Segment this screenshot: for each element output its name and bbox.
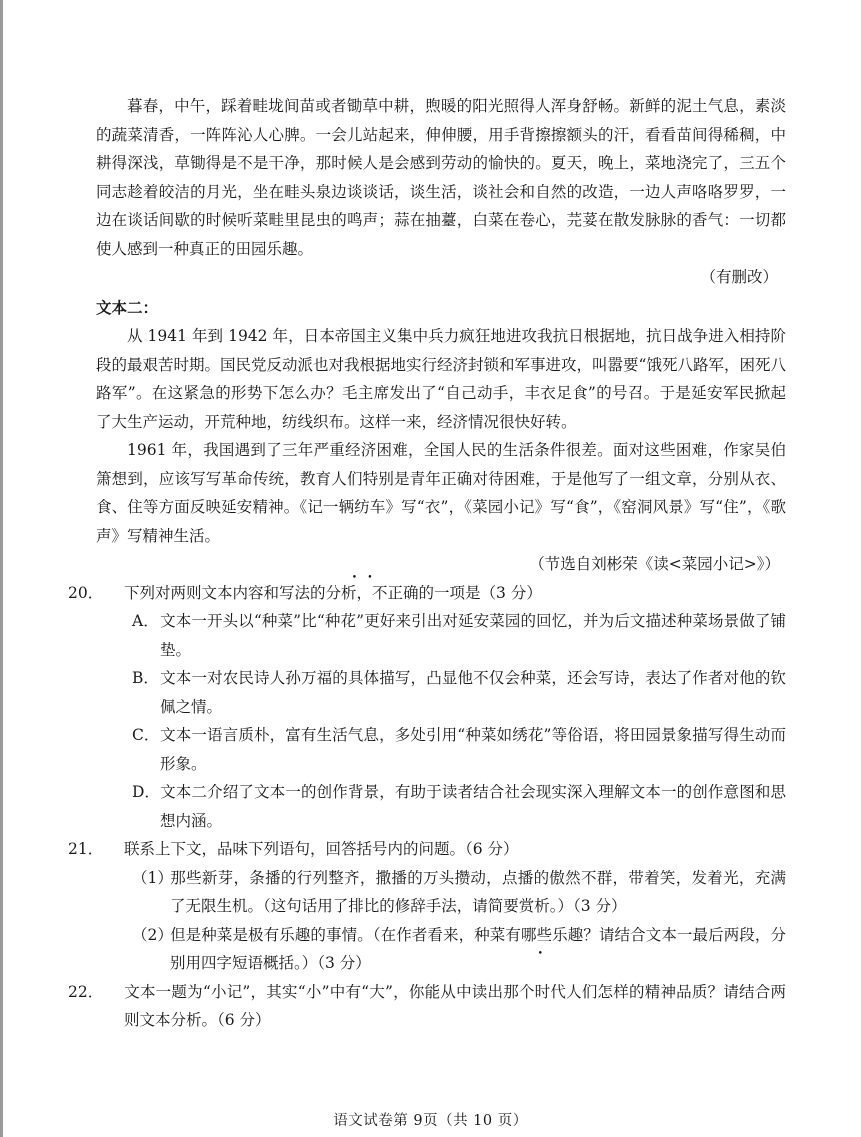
emphasis-dot-char: 正 [387, 583, 404, 602]
question-21-stem [68, 835, 786, 864]
question-21-sub-1 [96, 864, 786, 921]
question-22-stem [68, 978, 786, 1035]
sub-1-text: 那些新芽，条播的行列整齐，撒播的万头攒动，点播的傲然不群，带着笑，发着光，充满了无限生机。（这句话用了排比的修辞手法，请简要赏析。）（3 分） [170, 868, 786, 915]
exam-page-body [68, 92, 786, 1035]
question-21 [68, 835, 786, 978]
text2-heading: 文本二： [96, 297, 159, 317]
sub-1-number: （1） [132, 868, 173, 887]
question-20-number: 20． [68, 583, 104, 602]
text2-paragraph-2: 1961 年，我国遇到了三年严重经济困难，全国人民的生活条件很差。面对这些困难，作家吴伯箫想到，应该写写革命传统，教育人们特别是青年正确对待困难，于是他写了一组文章，分别从衣、食、住等方面反映延安精神。《记一辆纺车》写“衣”，《菜园小记》写“食”，《窑洞风景》写“住”，《歌声》写精神生活。 [96, 441, 786, 545]
question-22-number: 22． [68, 982, 104, 1001]
option-c [96, 721, 786, 778]
emphasis-dot-char: 不 [372, 583, 388, 602]
question-20-stem-a: 下列对两则文本内容和写法的分析， [124, 583, 373, 602]
question-20-stem-b: 确的一项是（3 分） [403, 583, 542, 602]
question-21-stem-text: 联系上下文，品味下列语句，回答括号内的问题。（6 分） [124, 840, 519, 858]
question-20-stem [68, 579, 786, 608]
sub-2-text-b: ？请结合文本一最后两段，分别用四字短语概括。）（3 分） [170, 925, 786, 972]
question-21-number: 21． [68, 840, 104, 858]
text1-source-note: （有删改） [700, 268, 778, 286]
sub-2-number: （2） [132, 925, 173, 944]
emphasis-dot-char: 趣 [567, 925, 584, 944]
option-a-text: 文本一开头以“种菜”比“种花”更好来引出对延安菜园的回忆，并为后文描述种菜场景做了铺垫。 [160, 612, 786, 659]
option-a-letter: A． [132, 612, 159, 630]
option-c-text: 文本一语言质朴，富有生活气息，多处引用“种菜如绣花”等俗语，将田园景象描写得生动而形象。 [160, 726, 786, 773]
sub-2-text-a: 但是种菜是极有乐趣的事情。（在作者看来，种菜有哪些乐 [170, 925, 568, 944]
page-footer: 语文试卷第 9页（共 10 页） [333, 1113, 528, 1129]
option-d-text: 文本二介绍了文本一的创作背景，有助于读者结合社会现实深入理解文本一的创作意图和思想内涵。 [160, 783, 786, 830]
option-d-letter: D． [132, 783, 160, 801]
option-b-text: 文本一对农民诗人孙万福的具体描写，凸显他不仅会种菜，还会写诗，表达了作者对他的钦佩之情。 [160, 669, 786, 716]
option-c-letter: C． [132, 726, 160, 744]
page-edge-rule [0, 0, 3, 1137]
question-22 [68, 978, 786, 1035]
text2-paragraph-1: 从 1941 年到 1942 年，日本帝国主义集中兵力疯狂地进攻我抗日根据地，抗日战争进入相持阶段的最艰苦时期。国民党反动派也对我根据地实行经济封锁和军事进攻，叫嚣要“饿死八路军，困死八路军”。在这紧急的形势下怎么办？毛主席发出了“自己动手，丰衣足食”的号召。于是延安军民掀起了大生产运动，开荒种地，纺线织布。这样一来，经济情况很快好转。 [96, 327, 786, 431]
question-20-options [96, 607, 786, 835]
option-a [96, 607, 786, 664]
text2-source-note: （节选自刘彬荣《读<菜园小记>》） [529, 555, 780, 573]
question-21-sub-2 [96, 921, 786, 978]
option-b [96, 664, 786, 721]
question-22-stem-text: 文本一题为“小记”，其实“小”中有“大”，你能从中读出那个时代人们怎样的精神品质？请结合两则文本分析。（6 分） [124, 982, 786, 1029]
option-d [96, 778, 786, 835]
text1-paragraph: 暮春，中午，踩着畦垅间苗或者锄草中耕，煦暖的阳光照得人浑身舒畅。新鲜的泥土气息，素淡的蔬菜清香，一阵阵沁人心脾。一会儿站起来，伸伸腰，用手背擦擦额头的汗，看看苗间得稀稠，中耕得深浅，草锄得是不是干净，那时候人是会感到劳动的愉快的。夏天，晚上，菜地浇完了，三五个同志趁着皎洁的月光，坐在畦头泉边谈谈话，谈生活，谈社会和自然的改造，一边人声咯咯罗罗，一边在谈话间歇的时候听菜畦里昆虫的鸣声；蒜在抽薹，白菜在卷心，芫荽在散发脉脉的香气：一切都使人感到一种真正的田园乐趣。 [96, 97, 786, 258]
option-b-letter: B． [132, 669, 159, 687]
question-20 [68, 579, 786, 836]
